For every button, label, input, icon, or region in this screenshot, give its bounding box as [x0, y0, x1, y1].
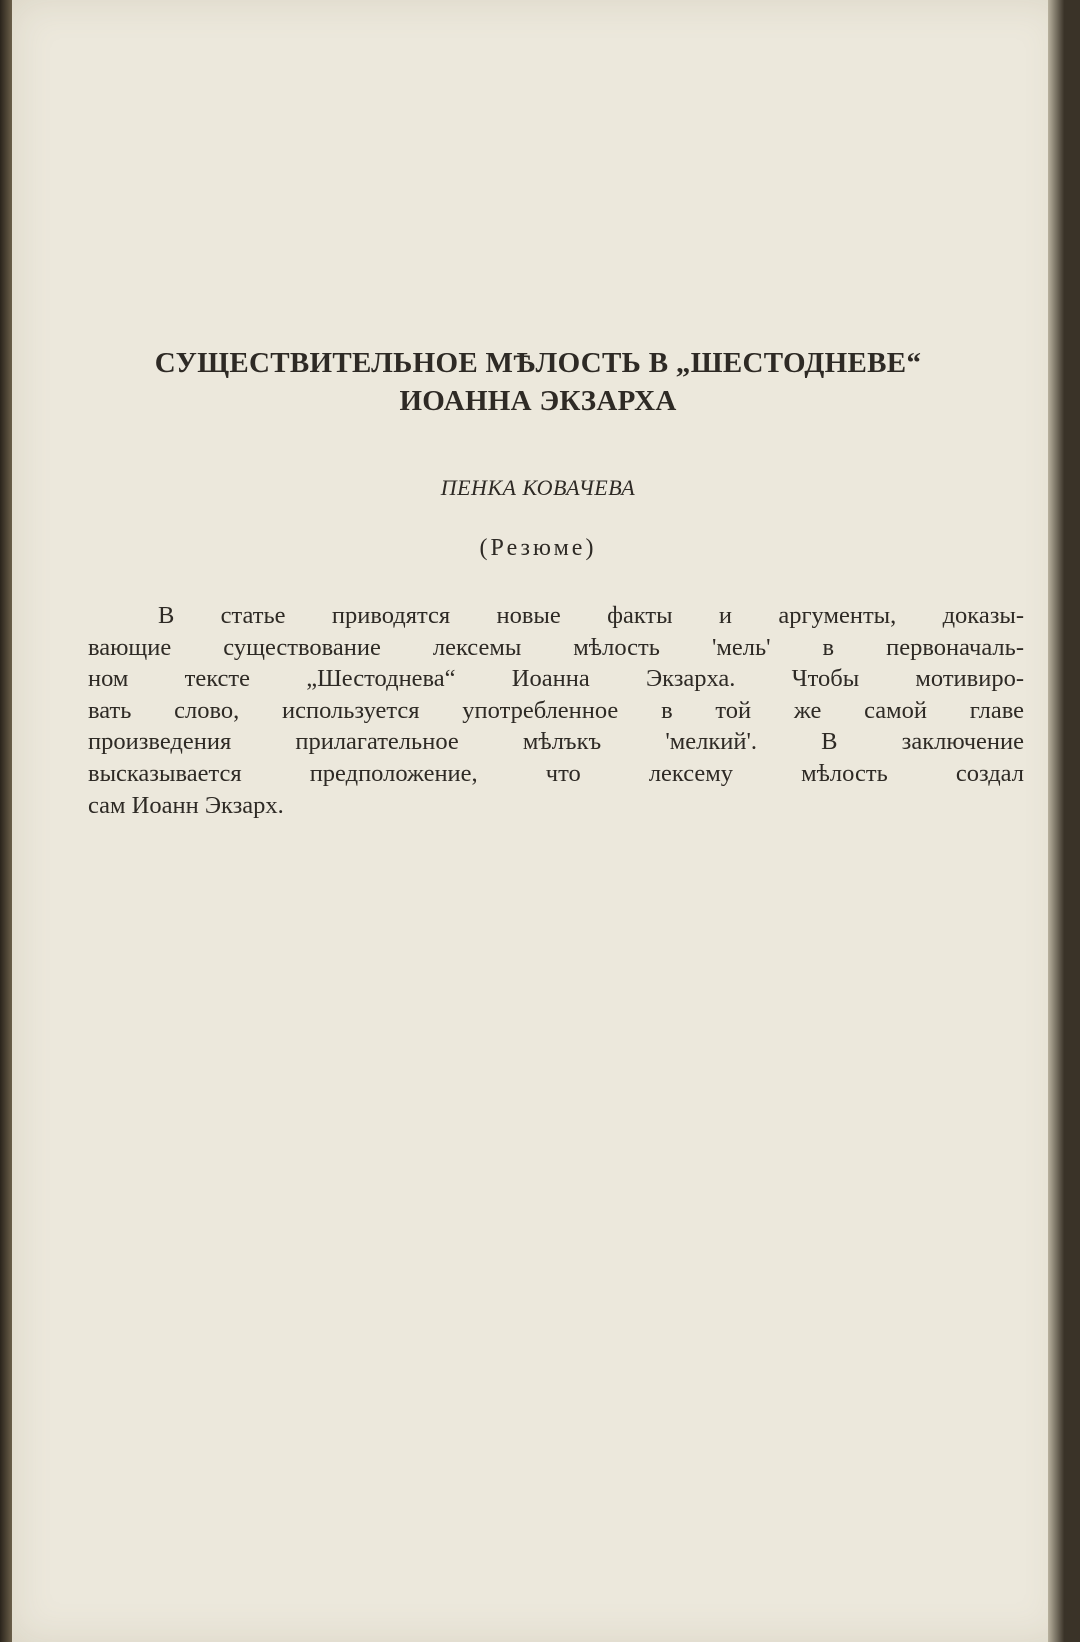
- abstract-line: ном тексте „Шестоднева“ Иоанна Экзарха. Чтобы мотивиро-: [88, 665, 1024, 693]
- abstract-line: сам Иоанн Экзарх.: [88, 791, 284, 819]
- abstract-line: произведения прилагательное мѣлъкъ 'мелкий'. В заключение: [88, 728, 1024, 756]
- title-line-2: ИОАННА ЭКЗАРХА: [399, 385, 677, 417]
- abstract-line: В статье приводятся новые факты и аргументы, доказы-: [158, 602, 1024, 629]
- author-name: ПЕНКА КОВАЧЕВА: [440, 475, 636, 500]
- page-left-edge: [0, 0, 12, 1642]
- abstract-line: вать слово, используется употребленное в той же самой главе: [88, 696, 1024, 724]
- resume-heading: (Резюме): [479, 535, 597, 561]
- abstract-line: вающие существование лексемы мѣлость 'мель' в первоначаль-: [88, 633, 1024, 661]
- abstract-text: [88, 600, 1024, 821]
- abstract-line: высказывается предположение, что лексему мѣлость создал: [88, 759, 1024, 787]
- document-page: [12, 0, 1064, 1642]
- page-right-edge: [1048, 0, 1064, 1642]
- title-line-1: СУЩЕСТВИТЕЛЬНОЕ МѢЛОСТЬ В „ШЕСТОДНЕВЕ“: [154, 347, 922, 379]
- article-title: [12, 344, 1064, 420]
